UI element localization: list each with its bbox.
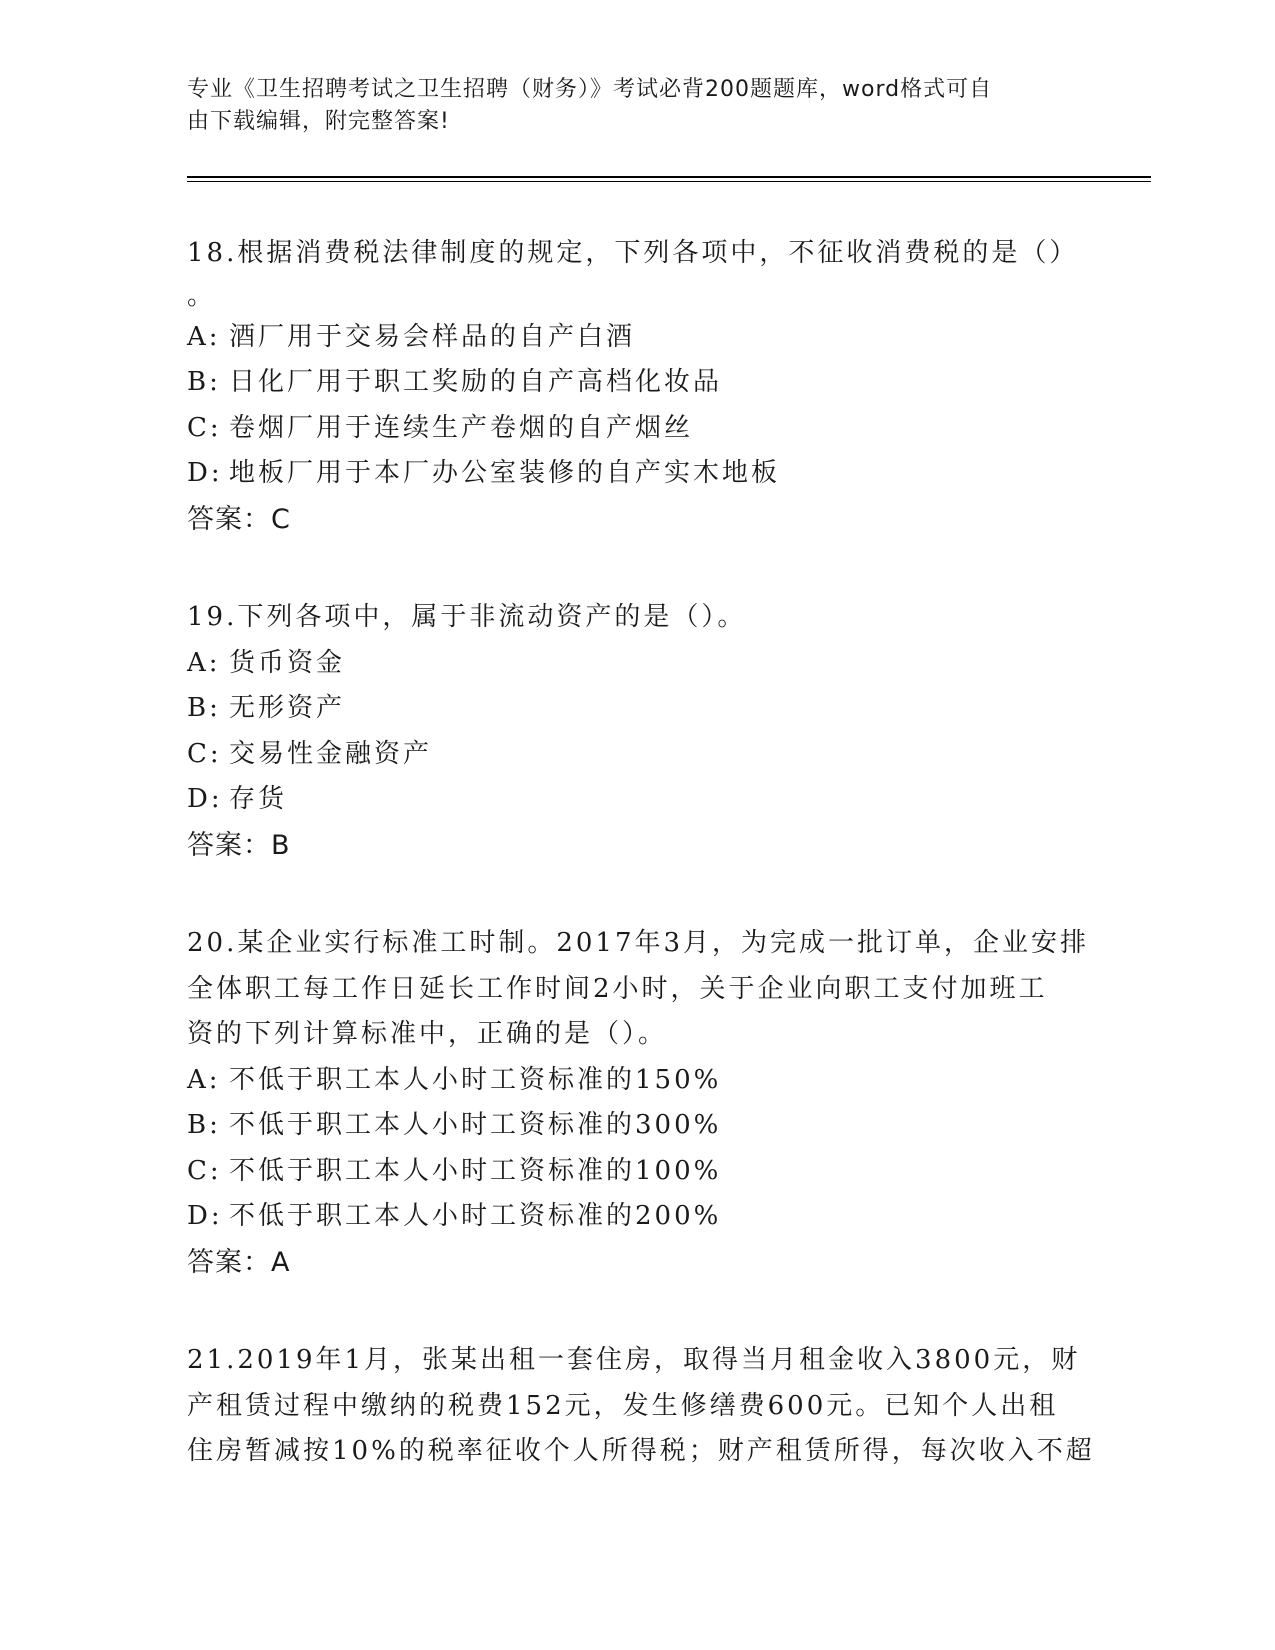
- option-c: [187, 1149, 1087, 1195]
- question-18: [187, 231, 1087, 542]
- question-list: [187, 231, 1095, 1528]
- answer-line: 答案：B: [187, 829, 291, 861]
- header-rule-thin: [187, 181, 1151, 182]
- option-letter: A:: [187, 1064, 221, 1095]
- option-letter: D:: [187, 458, 223, 488]
- option-a: [187, 1058, 1087, 1104]
- header-line-2: 由下载编辑，附完整答案!: [187, 109, 450, 134]
- option-text: 不低于职工本人小时工资标准的300%: [229, 1110, 722, 1140]
- option-d: [187, 451, 1087, 497]
- option-letter: D:: [187, 1201, 223, 1231]
- option-letter: C:: [187, 738, 222, 769]
- question-19: [187, 595, 1087, 868]
- option-letter: D:: [187, 784, 223, 814]
- question-stem-line: 全体职工每工作日延长工作时间2小时，关于企业向职工支付加班工: [187, 973, 1048, 1004]
- question-21: [187, 1338, 1095, 1475]
- option-letter: A:: [187, 321, 221, 352]
- option-text: 货币资金: [229, 647, 346, 678]
- option-text: 地板厂用于本厂办公室装修的自产实木地板: [229, 458, 781, 488]
- question-stem-line: 产租赁过程中缴纳的税费152元，发生修缮费600元。已知个人出租: [187, 1390, 1059, 1421]
- question-stem-line: 19.下列各项中，属于非流动资产的是（）。: [187, 602, 747, 632]
- option-text: 存货: [229, 784, 288, 814]
- question-stem-line: 20.某企业实行标准工时制。2017年3月，为完成一批订单，企业安排: [187, 928, 1090, 958]
- option-c: [187, 732, 1087, 778]
- option-b: [187, 1103, 1087, 1149]
- option-text: 酒厂用于交易会样品的自产白酒: [229, 321, 636, 352]
- question-stem-line: 21.2019年1月，张某出租一套住房，取得当月租金收入3800元，财: [187, 1345, 1081, 1375]
- option-letter: B:: [187, 1110, 221, 1140]
- option-letter: B:: [187, 693, 221, 723]
- option-c: [187, 406, 1087, 452]
- header-rule-thick: [187, 176, 1151, 178]
- question-stem-line: 住房暂减按10%的税率征收个人所得税；财产租赁所得，每次收入不超: [187, 1436, 1095, 1466]
- option-text: 交易性金融资产: [229, 738, 433, 769]
- option-d: [187, 777, 1087, 823]
- option-text: 日化厂用于职工奖励的自产高档化妆品: [229, 367, 723, 397]
- option-letter: A:: [187, 647, 221, 678]
- option-b: [187, 360, 1087, 406]
- option-text: 无形资产: [229, 693, 346, 723]
- option-text: 卷烟厂用于连续生产卷烟的自产烟丝: [229, 412, 694, 443]
- question-stem-line: 资的下列计算标准中，正确的是（）。: [187, 1019, 668, 1049]
- option-letter: C:: [187, 1155, 222, 1186]
- option-letter: B:: [187, 367, 221, 397]
- option-text: 不低于职工本人小时工资标准的100%: [229, 1155, 722, 1186]
- answer-line: 答案：A: [187, 1246, 291, 1278]
- option-d: [187, 1194, 1087, 1240]
- answer-line: 答案：C: [187, 503, 291, 535]
- option-letter: C:: [187, 412, 222, 443]
- question-stem-line: 。: [187, 280, 217, 311]
- option-text: 不低于职工本人小时工资标准的200%: [229, 1201, 722, 1231]
- option-a: [187, 315, 1087, 361]
- option-b: [187, 686, 1087, 732]
- header-line-1: 专业《卫生招聘考试之卫生招聘（财务）》考试必背200题题库，word格式可自: [187, 77, 993, 102]
- option-text: 不低于职工本人小时工资标准的150%: [229, 1064, 722, 1095]
- question-stem-line: 18.根据消费税法律制度的规定，下列各项中，不征收消费税的是（）: [187, 238, 1079, 268]
- document-header: [187, 74, 1067, 138]
- option-a: [187, 641, 1087, 687]
- question-20: [187, 921, 1090, 1285]
